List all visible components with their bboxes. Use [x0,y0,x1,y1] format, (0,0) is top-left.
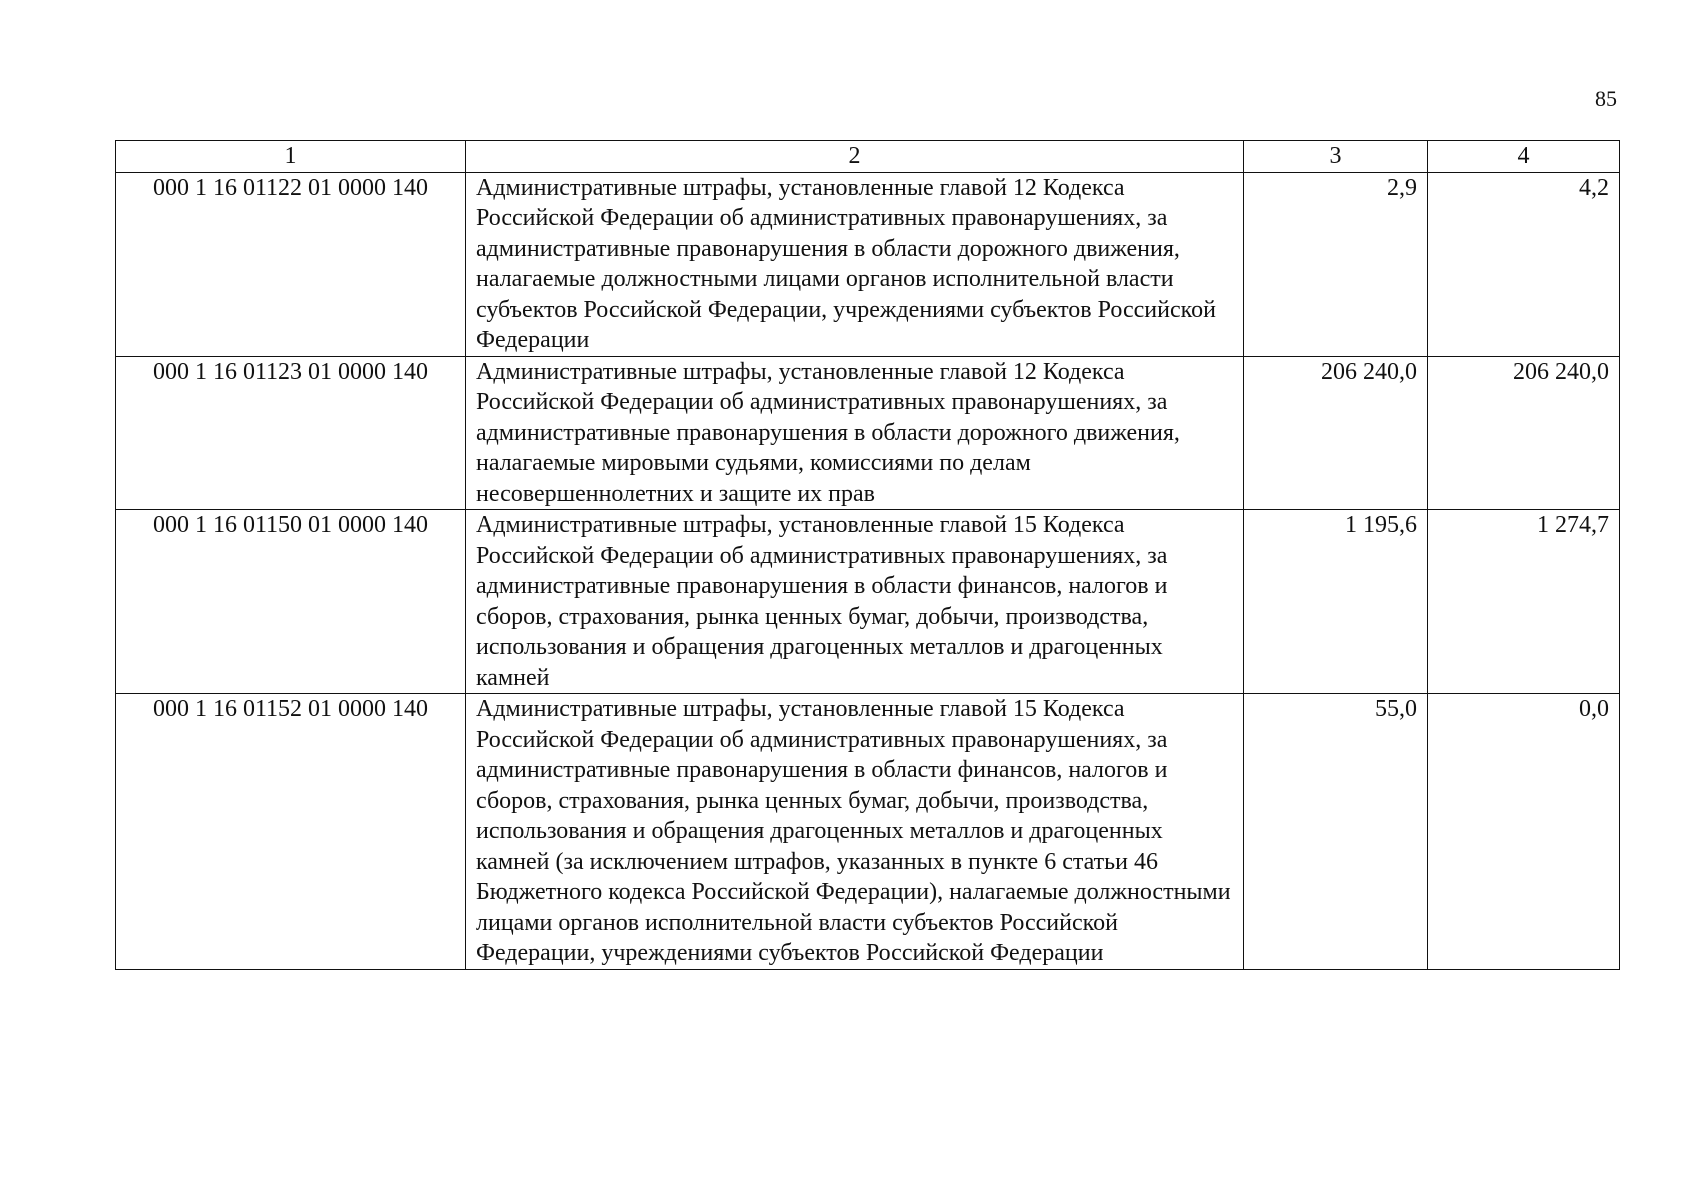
description-cell: Административные штрафы, установленные главой 15 Кодекса Российской Федерации об административных правонарушениях, за административные правонарушения в области финансов, налогов и сборов, страхования, рынка ценных бумаг, добычи, производства, использования и обращения драгоценных металлов и драгоценных камней (за исключением штрафов, указанных в пункте 6 статьи 46 Бюджетного кодекса Российской Федерации), налагаемые должностными лицами органов исполнительной власти субъектов Российской Федерации, учреждениями субъектов Российской Федерации [466,694,1244,970]
column-header-2: 2 [466,141,1244,173]
value-cell-col4: 206 240,0 [1428,356,1620,510]
budget-code-cell: 000 1 16 01152 01 0000 140 [116,694,466,970]
value-cell-col3: 2,9 [1244,172,1428,356]
budget-code-cell: 000 1 16 01122 01 0000 140 [116,172,466,356]
revenue-table [115,140,1620,970]
value-cell-col3: 1 195,6 [1244,510,1428,694]
table-row [116,694,1620,970]
description-cell: Административные штрафы, установленные главой 15 Кодекса Российской Федерации об административных правонарушениях, за административные правонарушения в области финансов, налогов и сборов, страхования, рынка ценных бумаг, добычи, производства, использования и обращения драгоценных металлов и драгоценных камней [466,510,1244,694]
column-header-3: 3 [1244,141,1428,173]
budget-code-cell: 000 1 16 01123 01 0000 140 [116,356,466,510]
description-cell: Административные штрафы, установленные главой 12 Кодекса Российской Федерации об административных правонарушениях, за административные правонарушения в области дорожного движения, налагаемые мировыми судьями, комиссиями по делам несовершеннолетних и защите их прав [466,356,1244,510]
value-cell-col4: 4,2 [1428,172,1620,356]
value-cell-col3: 206 240,0 [1244,356,1428,510]
table-row [116,172,1620,356]
page-number: 85 [1595,86,1617,111]
column-header-4: 4 [1428,141,1620,173]
value-cell-col3: 55,0 [1244,694,1428,970]
value-cell-col4: 0,0 [1428,694,1620,970]
budget-code-cell: 000 1 16 01150 01 0000 140 [116,510,466,694]
table-header [116,141,1620,173]
column-header-1: 1 [116,141,466,173]
table-body [116,172,1620,969]
table-row [116,510,1620,694]
header-row [116,141,1620,173]
table-row [116,356,1620,510]
description-cell: Административные штрафы, установленные главой 12 Кодекса Российской Федерации об административных правонарушениях, за административные правонарушения в области дорожного движения, налагаемые должностными лицами органов исполнительной власти субъектов Российской Федерации, учреждениями субъектов Российской Федерации [466,172,1244,356]
value-cell-col4: 1 274,7 [1428,510,1620,694]
